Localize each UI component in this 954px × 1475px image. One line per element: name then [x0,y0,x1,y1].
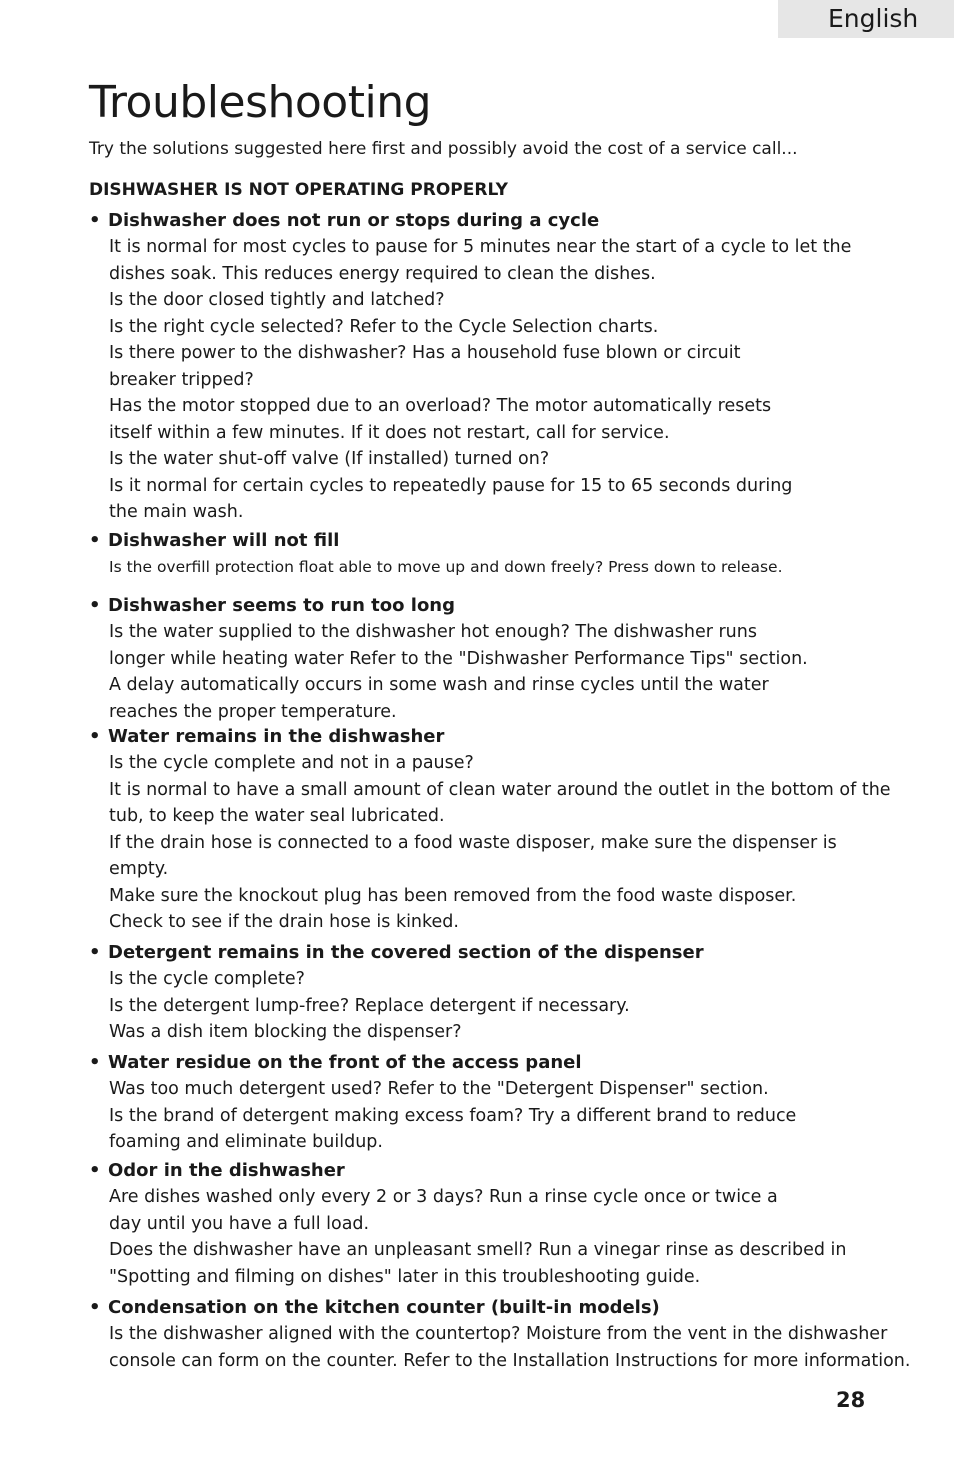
item-line: Is the water shut-off valve (If installed) turned on? [109,449,550,469]
item-line: It is normal to have a small amount of clean water around the outlet in the bottom of the [109,779,891,800]
item-title [89,528,879,554]
troubleshooting-item [89,1295,911,1374]
item-title-text: Dishwasher will not fill [108,530,340,551]
item-line: Does the dishwasher have an unpleasant smell? Run a vinegar rinse as described in [109,1240,847,1260]
item-line: longer while heating water Refer to the "Dishwasher Performance Tips" section. [109,648,808,669]
item-line: empty. [109,859,169,879]
item-line: Was too much detergent used? Refer to the "Detergent Dispenser" section. [109,1079,769,1099]
item-line: Are dishes washed only every 2 or 3 days? Run a rinse cycle once or twice a [109,1187,778,1207]
item-line: Is the brand of detergent making excess foam? Try a different brand to reduce [109,1105,797,1126]
item-title-text: Water residue on the front of the access panel [108,1052,582,1073]
item-line: day until you have a full load. [109,1213,370,1234]
item-line: It is normal for most cycles to pause for 5 minutes near the start of a cycle to let the [109,237,852,257]
troubleshooting-item [89,1050,879,1156]
item-title [89,1050,879,1076]
item-line: Is the door closed tightly and latched? [109,290,445,310]
item-line: Has the motor stopped due to an overload? The motor automatically resets [109,396,772,416]
item-line: foaming and eliminate buildup. [109,1132,383,1152]
item-title-text: Dishwasher seems to run too long [108,595,456,616]
bullet-icon: • [89,530,101,551]
bullet-icon: • [89,1160,101,1181]
item-title-text: Condensation on the kitchen counter (built-in models) [108,1297,660,1318]
item-title [89,1295,879,1321]
item-line: the main wash. [109,502,244,522]
troubleshooting-item [89,593,879,725]
item-line: Was a dish item blocking the dispenser? [109,1022,462,1042]
intro-text: Try the solutions suggested here first and possibly avoid the cost of a service call... [89,139,798,159]
troubleshooting-item [89,724,891,936]
item-line: console can form on the counter. Refer to the Installation Instructions for more information. [109,1350,911,1371]
item-line: Is the overfill protection float able to move up and down freely? Press down to release. [109,558,783,576]
item-line: Is the dishwasher aligned with the countertop? Moisture from the vent in the dishwasher [109,1324,888,1344]
bullet-icon: • [89,595,101,616]
troubleshooting-item [89,528,879,581]
page-number: 28 [836,1388,866,1412]
item-line: "Spotting and filming on dishes" later in this troubleshooting guide. [109,1266,701,1287]
page-title: Troubleshooting [89,77,432,128]
language-tab: English [778,0,954,38]
item-title [89,593,879,619]
item-line: Is the water supplied to the dishwasher hot enough? The dishwasher runs [109,622,757,642]
bullet-icon: • [89,942,101,963]
item-title [89,724,879,750]
item-line: reaches the proper temperature. [109,701,397,722]
item-line: Check to see if the drain hose is kinked. [109,912,459,932]
bullet-icon: • [89,1297,101,1318]
bullet-icon: • [89,1052,101,1073]
item-title [89,208,879,234]
item-line: itself within a few minutes. If it does not restart, call for service. [109,422,670,443]
item-title [89,1158,879,1184]
item-line: Make sure the knockout plug has been removed from the food waste disposer. [109,885,797,906]
item-title-text: Detergent remains in the covered section of the dispenser [108,942,704,963]
troubleshooting-item [89,940,879,1046]
item-line: Is it normal for certain cycles to repeatedly pause for 15 to 65 seconds during [109,475,793,496]
item-line: Is there power to the dishwasher? Has a household fuse blown or circuit [109,343,741,363]
item-line: tub, to keep the water seal lubricated. [109,806,445,826]
item-line: Is the cycle complete? [109,969,305,989]
item-line: A delay automatically occurs in some wash and rinse cycles until the water [109,675,769,695]
item-line: Is the cycle complete and not in a pause? [109,753,474,773]
item-title-text: Dishwasher does not run or stops during a cycle [108,210,600,231]
item-line: breaker tripped? [109,369,254,390]
item-line: If the drain hose is connected to a food waste disposer, make sure the dispenser is [109,832,837,853]
bullet-icon: • [89,726,101,747]
bullet-icon: • [89,210,101,231]
item-line: Is the right cycle selected? Refer to the Cycle Selection charts. [109,316,659,337]
item-title-text: Water remains in the dishwasher [108,726,445,747]
item-line: Is the detergent lump-free? Replace detergent if necessary. [109,995,630,1016]
item-line: dishes soak. This reduces energy required to clean the dishes. [109,263,656,284]
item-title [89,940,879,966]
item-title-text: Odor in the dishwasher [108,1160,345,1181]
troubleshooting-item [89,1158,879,1290]
section-heading: DISHWASHER IS NOT OPERATING PROPERLY [89,180,508,200]
troubleshooting-item [89,208,879,526]
